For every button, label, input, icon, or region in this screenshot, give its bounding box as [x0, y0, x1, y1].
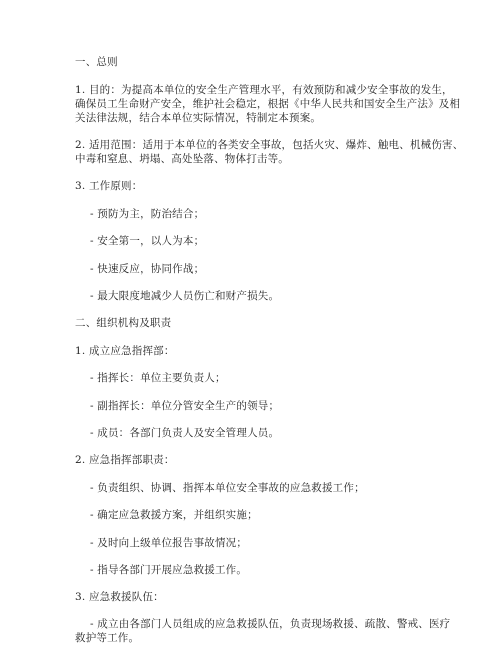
- principle-item: - 最大限度地减少人员伤亡和财产损失。: [90, 290, 280, 302]
- rescue-team-line-1: - 成立由各部门人员组成的应急救援队伍，负责现场救援、疏散、警戒、医疗: [90, 618, 451, 630]
- rescue-team-title: 3. 应急救援队伍：: [75, 591, 164, 603]
- command-member: - 副指挥长：单位分管安全生产的领导；: [90, 400, 280, 412]
- scope-line-1: 2. 适用范围：适用于本单位的各类安全事故，包括火灾、爆炸、触电、机械伤害、: [75, 139, 464, 151]
- principle-item: - 安全第一，以人为本；: [90, 235, 205, 247]
- purpose-line-3: 关法律法规，结合本单位实际情况，特制定本预案。: [75, 112, 322, 124]
- command-title: 1. 成立应急指挥部：: [75, 345, 175, 357]
- command-member: - 成员：各部门负责人及安全管理人员。: [90, 427, 280, 439]
- scope-line-2: 中毒和窒息、坍塌、高处坠落、物体打击等。: [75, 153, 289, 165]
- purpose-line-1: 1. 目的：为提高本单位的安全生产管理水平，有效预防和减少安全事故的发生，: [75, 84, 453, 96]
- command-duty: - 确定应急救援方案，并组织实施；: [90, 509, 258, 521]
- command-member: - 指挥长：单位主要负责人；: [90, 372, 226, 384]
- principles-title: 3. 工作原则：: [75, 180, 143, 192]
- section-heading-organization: 二、组织机构及职责: [75, 317, 172, 329]
- command-duty: - 负责组织、协调、指挥本单位安全事故的应急救援工作；: [90, 482, 365, 494]
- section-heading-general: 一、总则: [75, 56, 118, 68]
- principle-item: - 预防为主，防治结合；: [90, 208, 205, 220]
- command-duty: - 及时向上级单位报告事故情况；: [90, 537, 248, 549]
- command-duties-title: 2. 应急指挥部职责：: [75, 454, 175, 466]
- principle-item: - 快速反应，协同作战；: [90, 263, 205, 275]
- rescue-team-line-2: 救护等工作。: [75, 632, 140, 644]
- command-duty: - 指导各部门开展应急救援工作。: [90, 564, 248, 576]
- purpose-line-2: 确保员工生命财产安全，维护社会稳定，根据《中华人民共和国安全生产法》及相: [75, 98, 461, 110]
